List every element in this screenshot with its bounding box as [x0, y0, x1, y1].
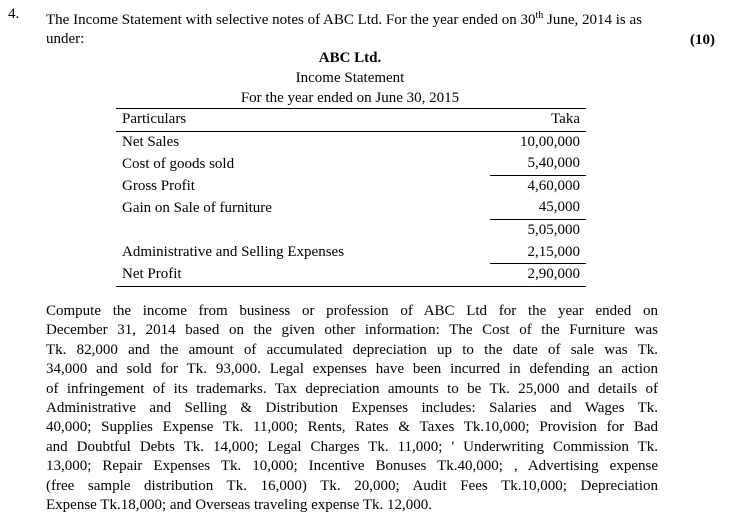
- row-amount: 4,60,000: [527, 177, 580, 194]
- row-amount: 10,00,000: [520, 133, 580, 150]
- paragraph-line: Administrative and Selling & Distribution Expenses includes: Salaries and Wages Tk.: [46, 400, 658, 417]
- paragraph-line: 34,000 and sold for Tk. 93,000. Legal expenses have been incurred in defending an action: [46, 361, 658, 378]
- question-text: [46, 6, 664, 49]
- instructions-paragraph: [46, 302, 658, 515]
- paragraph-line: of infringement of its trademarks. Tax depreciation amounts to be Tk. 25,000 and details of: [46, 380, 658, 397]
- row-label: Net Sales: [122, 133, 180, 150]
- question-superscript: th: [535, 10, 544, 21]
- row-amount: 5,05,000: [527, 221, 580, 238]
- table-row: [116, 264, 586, 287]
- paragraph-line: 40,000; Supplies Expense Tk. 11,000; Rents, Rates & Taxes Tk.10,000; Provision for Bad: [46, 419, 658, 436]
- row-amount: 2,90,000: [490, 264, 586, 287]
- table-row: [116, 219, 586, 241]
- row-amount: 5,40,000: [490, 153, 586, 175]
- table-row: [116, 175, 586, 197]
- question-number: 4.: [8, 6, 20, 22]
- statement-title: Income Statement: [295, 70, 405, 86]
- paragraph-line: 13,000; Repair Expenses Tk. 10,000; Incentive Bonuses Tk.40,000; , Advertising expense: [46, 458, 658, 475]
- paragraph-line: Expense Tk.18,000; and Overseas traveling expense Tk. 12,000.: [46, 497, 433, 514]
- header-amount: Taka: [490, 109, 586, 132]
- question-marks: (10): [690, 32, 715, 48]
- company-name: ABC Ltd.: [318, 50, 382, 66]
- question-text-part2: June, 2014 is as under:: [46, 12, 642, 47]
- paragraph-line: Compute the income from business or profession of ABC Ltd for the year ended on: [46, 303, 658, 319]
- table-row: [116, 131, 586, 153]
- income-statement-table: [116, 108, 586, 287]
- paragraph-line: December 31, 2014 based on the given other information: The Cost of the Furniture was: [46, 322, 658, 339]
- statement-period: For the year ended on June 30, 2015: [240, 90, 460, 106]
- row-label: [116, 219, 490, 241]
- row-label: Net Profit: [116, 264, 490, 287]
- header-particulars: Particulars: [116, 109, 490, 132]
- paragraph-line: Tk. 82,000 and the amount of accumulated depreciation up to the date of sale was Tk.: [46, 341, 658, 358]
- paragraph-line: (free sample distribution Tk. 16,000) Tk. 20,000; Audit Fees Tk.10,000; Depreciation: [46, 477, 658, 494]
- row-label: Gross Profit: [122, 177, 195, 194]
- row-amount: 2,15,000: [490, 242, 586, 264]
- table-row: [116, 197, 586, 219]
- paragraph-line: and Doubtful Debts Tk. 14,000; Legal Charges Tk. 11,000; ' Underwriting Commission Tk.: [46, 438, 658, 455]
- row-amount: 45,000: [490, 197, 586, 219]
- row-label: Administrative and Selling Expenses: [122, 244, 345, 261]
- table-row: [116, 153, 586, 175]
- row-label: Cost of goods sold: [122, 155, 235, 172]
- table-header-row: [116, 109, 586, 132]
- row-label: Gain on Sale of furniture: [122, 199, 272, 216]
- table-row: [116, 242, 586, 264]
- question-text-part1: The Income Statement with selective notes of ABC Ltd. For the year ended on 30: [46, 12, 536, 28]
